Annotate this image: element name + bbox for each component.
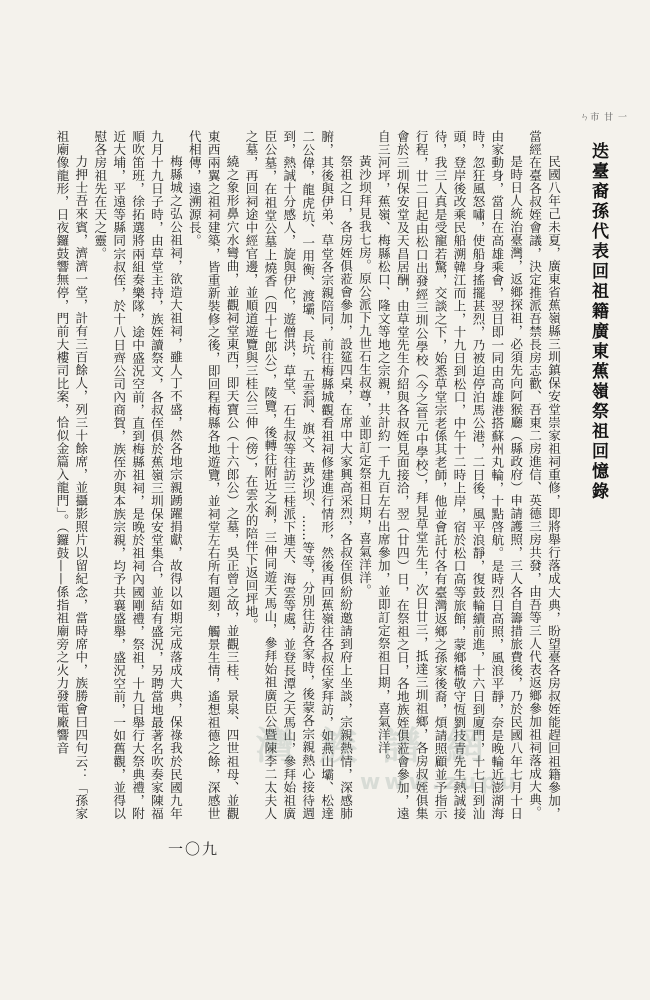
body-text bbox=[34, 130, 562, 820]
paragraph: 梅縣城之弘公祖祠，欲造大祖祠，雖人丁不盛，然各地宗親踴躍捐獻，故得以如期完成落成大典，保祿我於民國九年九月十九日子時，由草堂主持，族姪讀祭文，各叔侄俱於蕉嶺三圳保安堂集合，並結有盛況，另聘當地最著名吹奏家陳福順吹笛班，徐拓選將兩組奏樂隊，途中盛況空前，直到梅縣祖祠，是晚於祖祠內國剛禮，祭祖，十九日舉行大祭典禮，附近大埔，平遠等縣同宗叔侄，於十八日齊公司內商賀，族侄亦與本族宗親，均予共襄盛舉，盛況空前，一如舊觀，並得以慰各房祖先在天之靈。 bbox=[92, 130, 183, 820]
paragraph: 黃沙坝拜見我七房。原公派下九世石生叔尊，並即訂定祭祖日期，喜氣洋洋。 bbox=[356, 155, 372, 598]
paragraph: 是時日人統治臺灣，返鄉探祖，必須先向阿猴廳（縣政府）申請護照，三人各自籌措旅費後，乃於民國八年七月十日由家動身，當日在高雄乘會，翌日即一同由高雄港搭蘇州丸輪，十點啓航。是時烈日高照，風浪平靜，奈是晚輪近澎湖海時，忽狂風怒嘯，使船身搖擺甚烈，乃被迫停泊馬公港，二日後，風平浪靜，復鼓輪續前進，十六日到廈門，十七日到汕頭，登岸後改乘民船溯韓江而上，十九日到松口，中午十二時上岸，宿於松口高等旅館，蒙鄉橋敬守恆劉技青先生熱誠接待，我三人真是受寵若驚，交談之下，始悉草堂宗老係其老師，他並會託付各有臺灣返鄉之孫家後裔，煩請照顧並予指示行程，廿二日起由松口出發經三圳公學校（今之晉元中學校），拜見草堂先生，次日廿三，抵達三圳祖鄉，各房叔姪俱集會於三圳保安堂及天昌居酬，由草堂先生介紹與各叔姪見面接洽，翌（廿四）日，在祭祖之日，各地族姪俱蒞會參加，遠自三河坪，蕉嶺、梅縣松口、隆文等地之宗親，共計約一千九百左右出席參加，並即訂定祭祖日期，喜氣洋洋。 bbox=[375, 130, 524, 820]
page-number: 一〇九 bbox=[168, 840, 220, 858]
paragraph: 力押士吾來賓，濟濟一堂，計有三百餘人，列三十餘席，並攝影照片以留紀念，當時席中，族勝會曰四句云：「孫家祖廟像龍形，日夜鑼鼓響無停，門前大樓司比案，恰似金篇入龍門」。（鑼鼓——係指祖廟旁之火力發電廠響音 bbox=[54, 130, 89, 820]
paragraph: 民國八年己未夏，廣東省蕉嶺縣三圳鎮保安堂崇家祖祠重修，即將舉行落成大典，盼望臺各房叔姪能趕回祖籍參加，當經在臺各叔姪會議，決定推派吾禁長房志歡、吾東二房進信、英德三房共發，由吾等三人代表返鄉參加祖祠落成大典。 bbox=[527, 130, 561, 820]
running-mark: ㄣ市 甘 一 bbox=[580, 113, 628, 123]
paragraph: 祭祖之日，各房姪俱蒞會參加，設筵四桌，在席中大家興高采烈，各叔侄俱紛紛邀請到府上坐談，宗親熱情，深感肺腑，其後與伊弟、草堂各宗親陪同，前往梅縣城觀看祖祠修建進行情形，然後再回蕉嶺往各叔侄家拜訪，如燕山壩、松達二公偉，龍虎坑、一用衡、渡壩、長坑、五雲洞、旗文、黃沙坝、……等等，分別往訪各家時，後蒙各宗親熱心接待週到，熱誠十分感人，旋與伊佗，遊僧洪，草堂、石生叔等往訪三桂派下連天、海雲等處，並登長潭之天馬山，參拜始祖廣臣公墓，在祖堂公墓上燒香（四十七郎公），陵覽，後轉往附近之刹，三伸同遊天馬山，參拜始祖廣臣公暨陳李二太夫人之墓，再回祠途中經官邊，並順道遊覽與三桂公三伸（傍），在雲水的陪伴下返回坪地。 bbox=[243, 130, 354, 820]
watermark-url: www.zupu bbox=[360, 770, 520, 795]
watermark: 灣 族 譜 網 bbox=[256, 724, 490, 768]
document-title: 迭臺裔孫代表回祖籍廣東蕉嶺祭祖回憶錄 bbox=[588, 142, 608, 502]
paragraph: 繞之象形鼻穴水彎曲，並觀祠堂東西，即天寶公（十六郎公）之墓，吳正曾之故，並觀三桂、景泉、四世祖母、並觀東西兩翼之祖祠建築，皆重新裝修之後，即回程梅縣各地遊覽，並祠堂左右所有題刻，觸景生情，遙想祖德之餘，深感世代相傳，遠溯源長。 bbox=[186, 130, 240, 820]
